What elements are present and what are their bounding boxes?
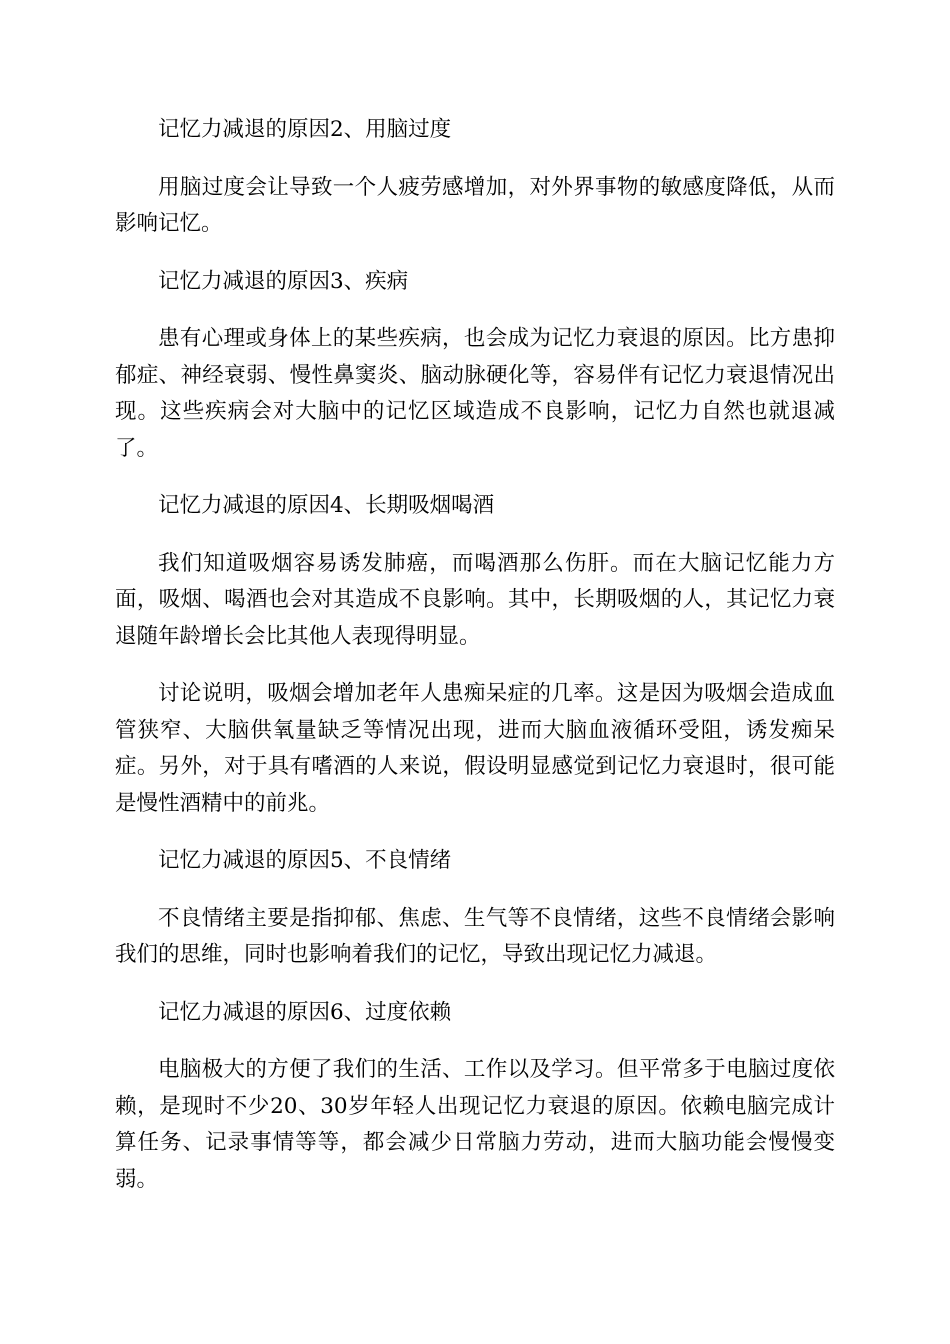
- paragraph: 不良情绪主要是指抑郁、焦虑、生气等不良情绪，这些不良情绪会影响我们的思维，同时也影响着我们的记忆，导致出现记忆力减退。: [115, 905, 835, 967]
- section-heading: 记忆力减退的原因4、长期吸烟喝酒: [158, 493, 495, 518]
- paragraph: 患有心理或身体上的某些疾病，也会成为记忆力衰退的原因。比方患抑郁症、神经衰弱、慢性鼻窦炎、脑动脉硬化等，容易伴有记忆力衰退情况出现。这些疾病会对大脑中的记忆区域造成不良影响，记忆力自然也就退减了。: [115, 326, 835, 461]
- paragraph: 电脑极大的方便了我们的生活、工作以及学习。但平常多于电脑过度依赖，是现时不少20、30岁年轻人出现记忆力衰退的原因。依赖电脑完成计算任务、记录事情等等，都会减少日常脑力劳动，进而大脑功能会慢慢变弱。: [115, 1057, 835, 1192]
- document-body: [115, 112, 835, 1219]
- paragraph: 我们知道吸烟容易诱发肺癌，而喝酒那么伤肝。而在大脑记忆能力方面，吸烟、喝酒也会对其造成不良影响。其中，长期吸烟的人，其记忆力衰退随年龄增长会比其他人表现得明显。: [115, 550, 835, 649]
- section-heading: 记忆力减退的原因5、不良情绪: [158, 848, 452, 873]
- section-heading: 记忆力减退的原因2、用脑过度: [158, 117, 452, 142]
- paragraph: 讨论说明，吸烟会增加老年人患痴呆症的几率。这是因为吸烟会造成血管狭窄、大脑供氧量缺乏等情况出现，进而大脑血液循环受阻，诱发痴呆症。另外，对于具有嗜酒的人来说，假设明显感觉到记忆力衰退时，很可能是慢性酒精中的前兆。: [115, 681, 835, 816]
- paragraph: 用脑过度会让导致一个人疲劳感增加，对外界事物的敏感度降低，从而影响记忆。: [115, 174, 835, 236]
- section-heading: 记忆力减退的原因3、疾病: [158, 268, 409, 294]
- section-heading: 记忆力减退的原因6、过度依赖: [158, 999, 452, 1025]
